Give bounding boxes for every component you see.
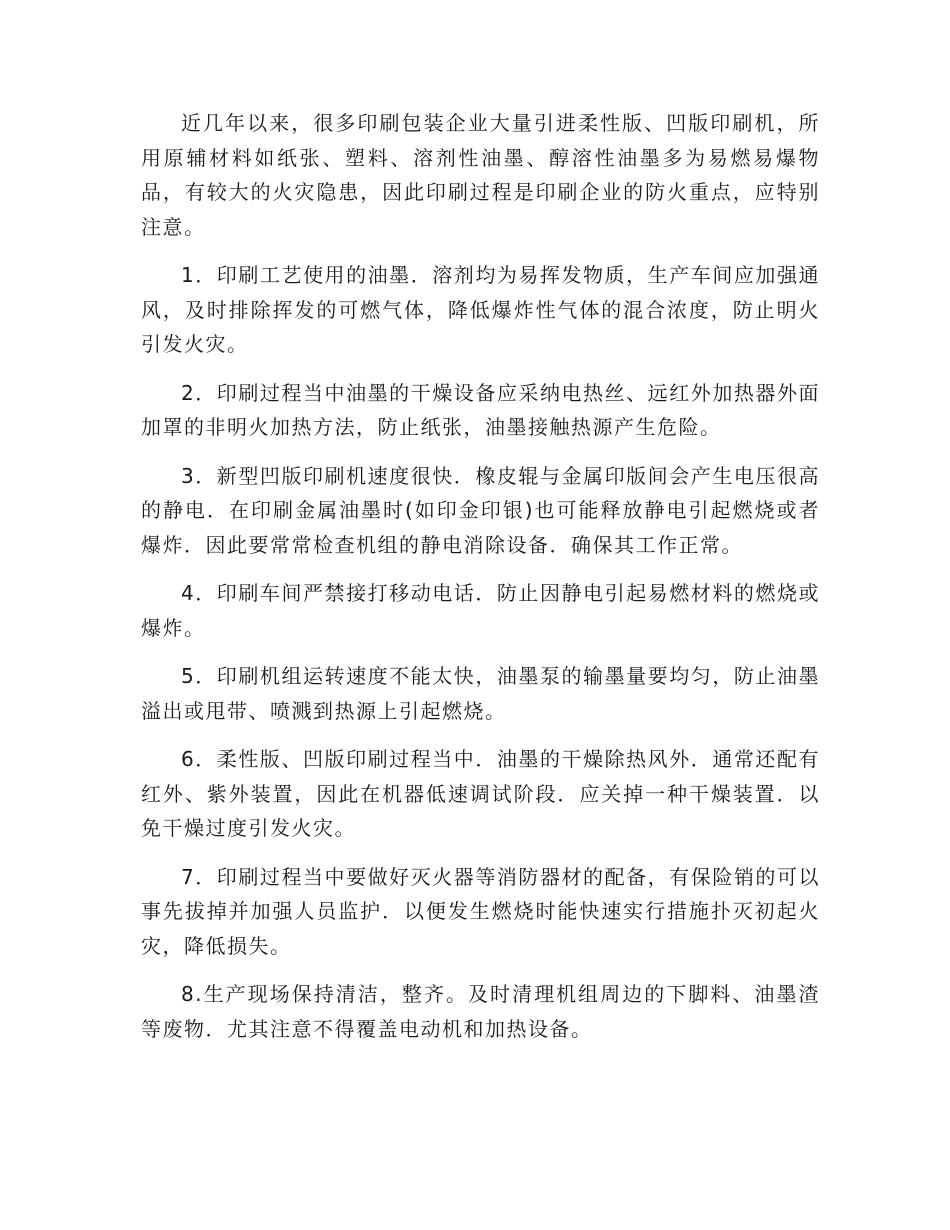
- paragraph-item-3: 3．新型凹版印刷机速度很快．橡皮辊与金属印版间会产生电压很高的静电．在印刷金属油墨时(如印金印银)也可能释放静电引起燃烧或者爆炸．因此要常常检查机组的静电消除设备．确保其工作正常。: [141, 463, 820, 557]
- paragraph-item-4: 4．印刷车间严禁接打移动电话．防止因静电引起易燃材料的燃烧或爆炸。: [141, 581, 820, 640]
- paragraph-intro: 近几年以来，很多印刷包装企业大量引进柔性版、凹版印刷机，所用原辅材料如纸张、塑料、溶剂性油墨、醇溶性油墨多为易燃易爆物品，有较大的火灾隐患，因此印刷过程是印刷企业的防火重点，应特别注意。: [141, 111, 820, 239]
- paragraph-item-7: 7．印刷过程当中要做好灭火器等消防器材的配备，有保险销的可以事先拔掉并加强人员监护．以便发生燃烧时能快速实行措施扑灭初起火灾，降低损失。: [141, 864, 820, 958]
- paragraph-item-2: 2．印刷过程当中油墨的干燥设备应采纳电热丝、远红外加热器外面加罩的非明火加热方法，防止纸张，油墨接触热源产生危险。: [141, 380, 820, 439]
- paragraph-item-8: 8.生产现场保持清洁，整齐。及时清理机组周边的下脚料、油墨渣等废物．尤其注意不得覆盖电动机和加热设备。: [141, 982, 820, 1041]
- paragraph-item-6: 6．柔性版、凹版印刷过程当中．油墨的干燥除热风外．通常还配有红外、紫外装置，因此在机器低速调试阶段．应关掉一种干燥装置．以免干燥过度引发火灾。: [141, 747, 820, 840]
- paragraph-item-5: 5．印刷机组运转速度不能太快，油墨泵的输墨量要均匀，防止油墨溢出或甩带、喷溅到热源上引起燃烧。: [141, 664, 820, 723]
- paragraph-item-1: 1．印刷工艺使用的油墨．溶剂均为易挥发物质，生产车间应加强通风，及时排除挥发的可燃气体，降低爆炸性气体的混合浓度，防止明火引发火灾。: [141, 263, 820, 356]
